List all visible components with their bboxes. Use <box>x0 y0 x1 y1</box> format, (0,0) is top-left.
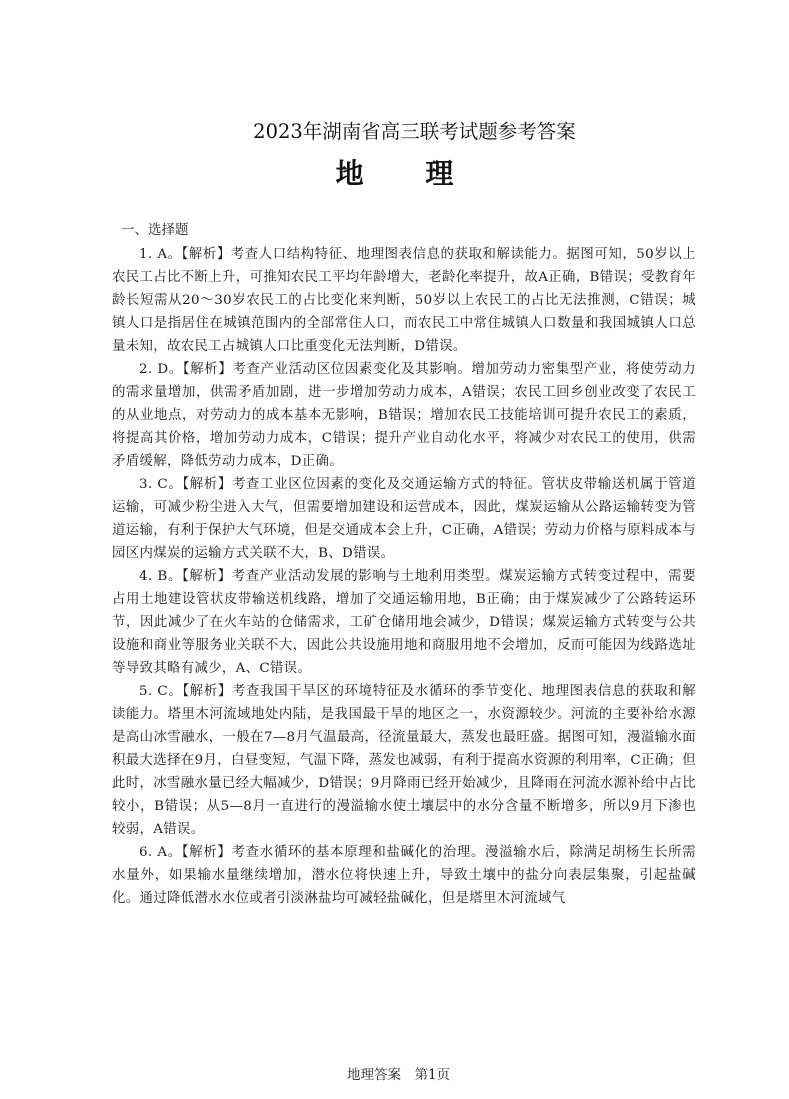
section-heading: 一、选择题 <box>121 222 189 238</box>
answer-list <box>112 243 696 910</box>
subject-heading: 地 理 <box>335 157 480 190</box>
answer-item-5: 5. C。【解析】考查我国干旱区的环境特征及水循环的季节变化、地理图表信息的获取和解读能力。塔里木河流域地处内陆，是我国最干旱的地区之一，水资源较少。河流的主要补给水源是高山冰雪融水，一般在7—8月气温最高，径流量最大，蒸发也最旺盛。据图可知，漫溢输水面积最大选择在9月，白昼变短，气温下降，蒸发也减弱，有利于提高水资源的利用率，C正确；但此时，冰雪融水量已经大幅减少，D错误；9月降雨已经开始减少，且降雨在河流水源补给中占比较小，B错误；从5—8月一直进行的漫溢输水使土壤层中的水分含量不断增多，所以9月下渗也较弱，A错误。 <box>112 684 696 837</box>
answer-item-2: 2. D。【解析】考查产业活动区位因素变化及其影响。增加劳动力密集型产业，将使劳动力的需求量增加，供需矛盾加剧，进一步增加劳动力成本，A错误；农民工回乡创业改变了农民工的从业地点，对劳动力的成本基本无影响，B错误；增加农民工技能培训可提升农民工的素质，将提高其价格，增加劳动力成本，C错误；提升产业自动化水平，将减少对农民工的使用，供需矛盾缓解，降低劳动力成本，D正确。 <box>112 362 696 469</box>
answer-item-3: 3. C。【解析】考查工业区位因素的变化及交通运输方式的特征。管状皮带输送机属于管道运输，可减少粉尘进入大气，但需要增加建设和运营成本，因此，煤炭运输从公路运输转变为管道运输，有利于保护大气环境，但是交通成本会上升，C正确，A错误；劳动力价格与原料成本与园区内煤炭的运输方式关联不大，B、D错误。 <box>112 477 696 561</box>
page-footer: 地理答案 第1页 <box>346 1067 451 1083</box>
answer-item-6: 6. A。【解析】考查水循环的基本原理和盐碱化的治理。漫溢输水后，除满足胡杨生长所需水量外，如果输水量继续增加，潜水位将快速上升，导致土壤中的盐分向表层集聚，引起盐碱化。通过降低潜水水位或者引淡淋盐均可减轻盐碱化，但是塔里木河流域气 <box>112 845 696 906</box>
answer-item-1: 1. A。【解析】考查人口结构特征、地理图表信息的获取和解读能力。据图可知，50岁以上农民工占比不断上升，可推知农民工平均年龄增大，老龄化率提升，故A正确，B错误；受教育年龄长短需从20～30岁农民工的占比变化来判断，50岁以上农民工的占比无法推测，C错误；城镇人口是指居住在城镇范围内的全部常住人口，而农民工中常住城镇人口数量和我国城镇人口总量未知，故农民工占城镇人口比重变化无法判断，D错误。 <box>112 247 696 354</box>
document-title: 2023年湖南省高三联考试题参考答案 <box>253 120 576 143</box>
answer-item-4: 4. B。【解析】考查产业活动发展的影响与土地利用类型。煤炭运输方式转变过程中，需要占用土地建设管状皮带输送机线路，增加了交通运输用地，B正确；由于煤炭减少了公路转运环节，因此减少了在火车站的仓储需求，工矿仓储用地会减少，D错误；煤炭运输方式转变与公共设施和商业等服务业关联不大，因此公共设施用地和商服用地不会增加，反而可能因为线路选址等导致其略有减少，A、C错误。 <box>112 569 696 676</box>
